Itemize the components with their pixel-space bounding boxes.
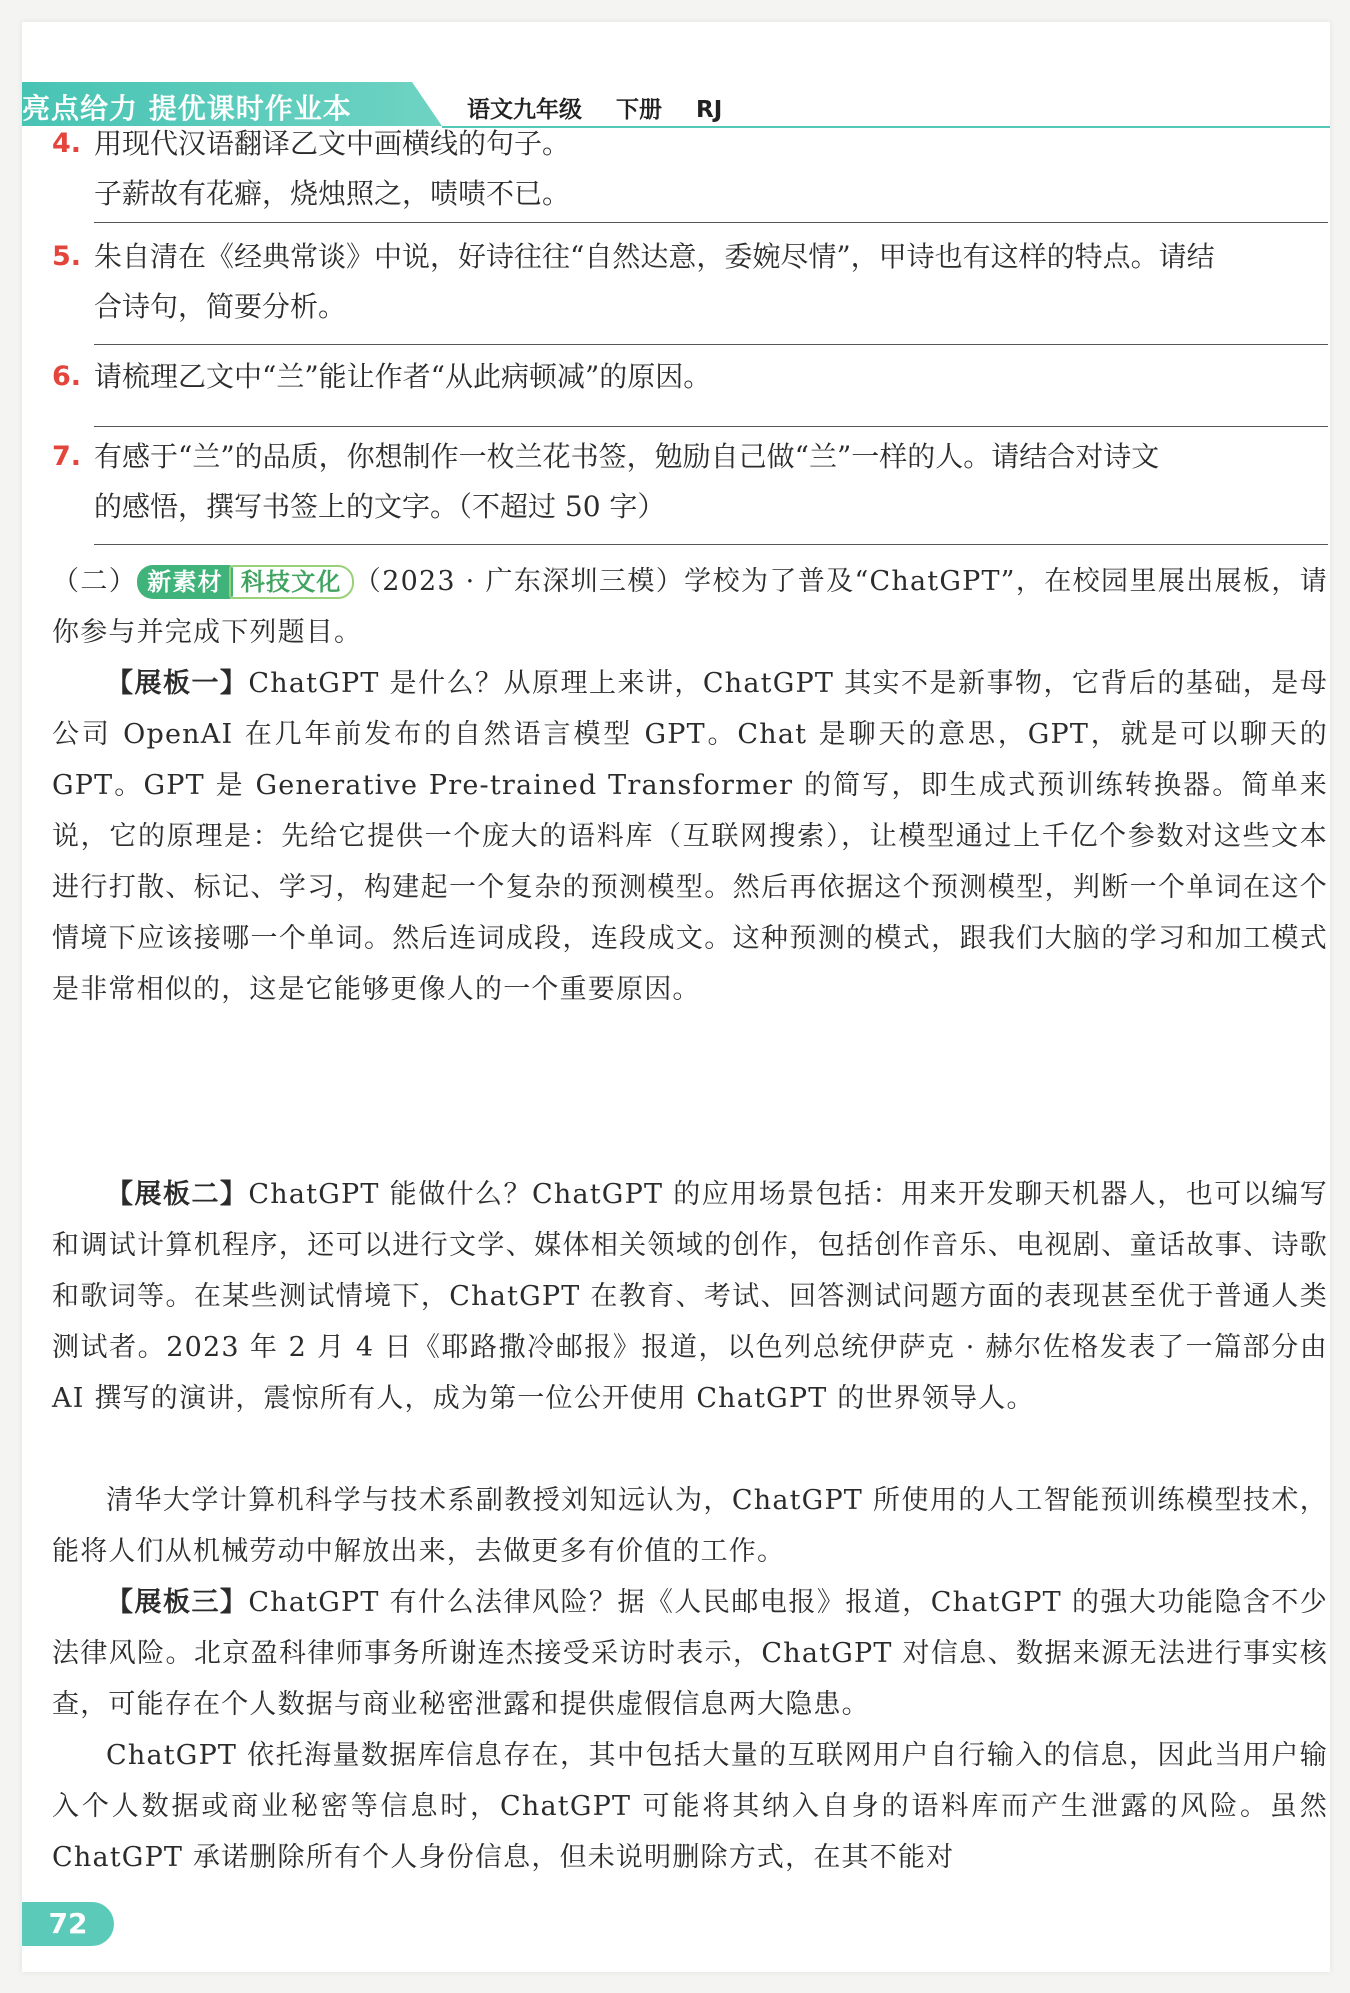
question-number: 4. <box>52 128 82 159</box>
section-label: （二） <box>52 566 138 597</box>
question-quote: 子薪故有花癖，烧烛照之，啧啧不已。 <box>94 177 571 210</box>
subject-label: 语文九年级 <box>467 97 582 123</box>
panel-title: 【展板二】 <box>106 1179 249 1210</box>
answer-line[interactable] <box>94 344 1328 345</box>
question-number: 7. <box>52 441 82 472</box>
panel-text: 清华大学计算机科学与技术系副教授刘知远认为，ChatGPT 所使用的人工智能预训练模型技术，能将人们从机械劳动中解放出来，去做更多有价值的工作。 <box>52 1485 1328 1567</box>
volume-label: 下册 <box>616 97 663 123</box>
panel-3 <box>52 1577 1328 1730</box>
question-text-cont: 合诗句，简要分析。 <box>94 290 347 323</box>
topic-tag: 科技文化 <box>229 565 354 599</box>
question-4 <box>52 119 1322 219</box>
question-5 <box>52 232 1322 332</box>
panel-3-paragraph <box>52 1730 1328 1883</box>
question-6 <box>52 352 1322 402</box>
answer-line[interactable] <box>94 222 1328 223</box>
question-text: 朱自清在《经典常谈》中说，好诗往往“自然达意，委婉尽情”，甲诗也有这样的特点。请结 <box>94 240 1215 273</box>
question-text: 请梳理乙文中“兰”能让作者“从此病顿减”的原因。 <box>94 360 712 393</box>
panel-title: 【展板一】 <box>106 668 249 699</box>
panel-text: ChatGPT 依托海量数据库信息存在，其中包括大量的互联网用户自行输入的信息，因此当用户输入个人数据或商业秘密等信息时，ChatGPT 可能将其纳入自身的语料库而产生泄露的风险。虽然 ChatGPT 承诺删除所有个人身份信息，但未说明删除方式，在其不能对 <box>52 1740 1328 1873</box>
question-number: 6. <box>52 361 82 392</box>
question-number: 5. <box>52 241 82 272</box>
page-number: 72 <box>22 1902 114 1946</box>
panel-text: ChatGPT 是什么？从原理上来讲，ChatGPT 其实不是新事物，它背后的基础，是母公司 OpenAI 在几年前发布的自然语言模型 GPT。Chat 是聊天的意思，GPT，就是可以聊天的 GPT。GPT 是 Generative Pre-trained Transformer 的简写，即生成式预训练转换器。简单来说，它的原理是：先给它提供一个庞大的语料库（互联网搜索），让模型通过上千亿个参数对这些文本进行打散、标记、学习，构建起一个复杂的预测模型。然后再依据这个预测模型，判断一个单词在这个情境下应该接哪一个单词。然后连词成段，连段成文。这种预测的模式，跟我们大脑的学习和加工模式是非常相似的，这是它能够更像人的一个重要原因。 <box>52 668 1328 1005</box>
panel-text: ChatGPT 有什么法律风险？据《人民邮电报》报道，ChatGPT 的强大功能隐含不少法律风险。北京盈科律师事务所谢连杰接受采访时表示，ChatGPT 对信息、数据来源无法进行事实核查，可能存在个人数据与商业秘密泄露和提供虚假信息两大隐患。 <box>52 1587 1328 1720</box>
panel-2-paragraph <box>52 1475 1328 1577</box>
answer-line[interactable] <box>94 426 1328 427</box>
panel-title: 【展板三】 <box>106 1587 249 1618</box>
answer-line[interactable] <box>94 544 1328 545</box>
question-text-cont: 的感悟，撰写书签上的文字。（不超过 50 字） <box>94 490 666 523</box>
panel-2 <box>52 1169 1328 1424</box>
panel-text: ChatGPT 能做什么？ChatGPT 的应用场景包括：用来开发聊天机器人，也可以编写和调试计算机程序，还可以进行文学、媒体相关领域的创作，包括创作音乐、电视剧、童话故事、诗歌和歌词等。在某些测试情境下，ChatGPT 在教育、考试、回答测试问题方面的表现甚至优于普通人类测试者。2023 年 2 月 4 日《耶路撒冷邮报》报道，以色列总统伊萨克 · 赫尔佐格发表了一篇部分由 AI 撰写的演讲，震惊所有人，成为第一位公开使用 ChatGPT 的世界领导人。 <box>52 1179 1328 1414</box>
section-2-intro <box>52 556 1328 658</box>
edition-label: RJ <box>696 97 723 123</box>
question-text: 用现代汉语翻译乙文中画横线的句子。 <box>94 127 571 160</box>
series-title: 亮点给力 提优课时作业本 <box>22 92 352 125</box>
panel-1 <box>52 658 1328 1015</box>
section-intro-text: （2023 · 广东深圳三模）学校为了普及“ChatGPT”，在校园里展出展板，请你参与并完成下列题目。 <box>52 566 1328 648</box>
question-7 <box>52 432 1322 532</box>
question-text: 有感于“兰”的品质，你想制作一枚兰花书签，勉励自己做“兰”一样的人。请结合对诗文 <box>94 440 1160 473</box>
new-material-tag: 新素材 <box>137 565 233 599</box>
textbook-page <box>22 22 1330 1972</box>
